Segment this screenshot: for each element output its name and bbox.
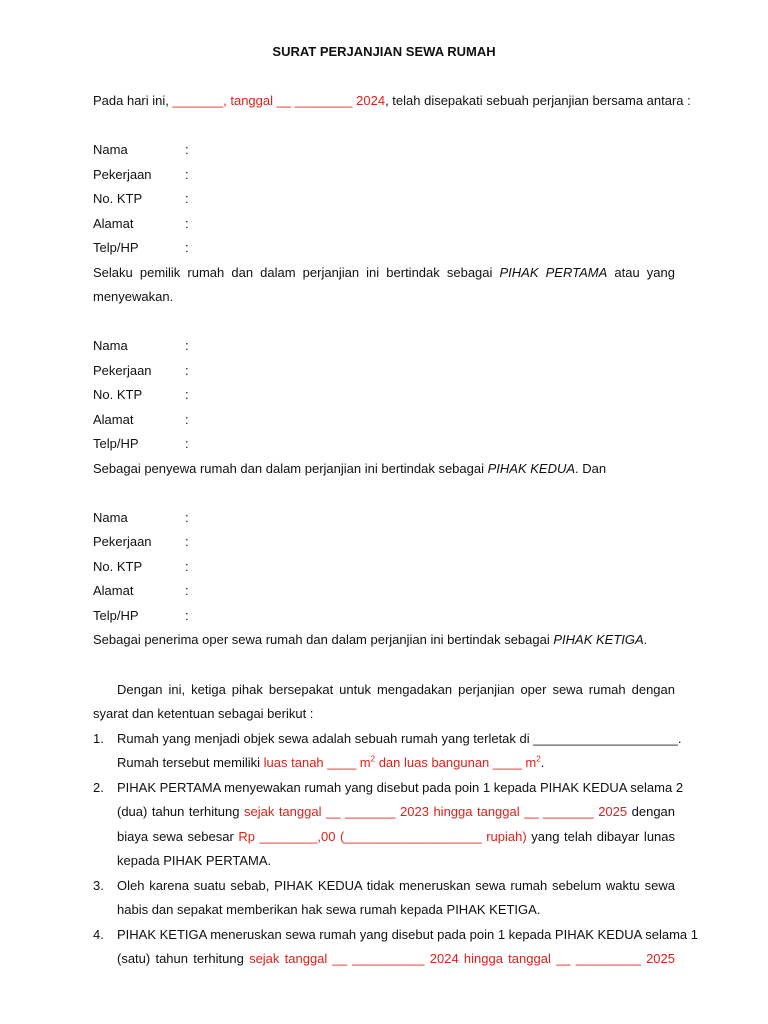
item1-line1: Rumah yang menjadi objek sewa adalah sebuah rumah yang terletak di ____________________.: [117, 731, 682, 746]
party1-alamat-label: Alamat: [93, 216, 134, 231]
party3-desc: Sebagai penerima oper sewa rumah dan dalam perjanjian ini bertindak sebagai PIHAK KETIGA.: [93, 632, 648, 647]
party2-ktp-label: No. KTP: [93, 387, 143, 402]
item2-line1: PIHAK PERTAMA menyewakan rumah yang disebut pada poin 1 kepada PIHAK KEDUA selama 2: [117, 780, 684, 795]
party3-telp-colon: :: [185, 608, 189, 623]
party3-telp-label: Telp/HP: [93, 608, 139, 623]
party2-alamat-label: Alamat: [93, 412, 134, 427]
document-title: SURAT PERJANJIAN SEWA RUMAH: [272, 44, 496, 59]
land-area: luas tanah ____ $m^2$ dan luas bangunan ____ $m^2$: [263, 754, 541, 770]
party2-telp-label: Telp/HP: [93, 436, 139, 451]
lease-price: Rp ________,00 (___________________ rupiah): [238, 829, 527, 844]
party2-nama-colon: :: [185, 338, 189, 353]
party2-telp-colon: :: [185, 436, 189, 451]
agreement-intro-line1: Dengan ini, ketiga pihak bersepakat untuk mengadakan perjanjian oper sewa rumah dengan: [117, 682, 675, 697]
party2-alamat-colon: :: [185, 412, 189, 427]
party2-desc: Sebagai penyewa rumah dan dalam perjanjian ini bertindak sebagai PIHAK KEDUA. Dan: [93, 461, 607, 476]
party1-telp-colon: :: [185, 240, 189, 255]
party2-role: PIHAK KEDUA: [487, 461, 576, 476]
item3-line2: habis dan sepakat memberikan hak sewa rumah kepada PIHAK KETIGA.: [117, 902, 541, 917]
party2-pekerjaan-label: Pekerjaan: [93, 363, 152, 378]
intro-date: , tanggal __ ________ 2024: [223, 93, 386, 108]
item3-line1: Oleh karena suatu sebab, PIHAK KEDUA tidak meneruskan sewa rumah sebelum waktu sewa: [117, 878, 675, 893]
item2-line4: kepada PIHAK PERTAMA.: [117, 853, 272, 868]
party1-pekerjaan-colon: :: [185, 167, 189, 182]
party1-nama-label: Nama: [93, 142, 128, 157]
item-number: 2.: [93, 780, 104, 795]
party1-pekerjaan-label: Pekerjaan: [93, 167, 152, 182]
item-number: 3.: [93, 878, 104, 893]
party3-nama-label: Nama: [93, 510, 128, 525]
item2-line3: biaya sewa sebesar Rp ________,00 (___________________ rupiah) yang telah dibayar lunas: [117, 829, 676, 844]
party1-desc-line2: menyewakan.: [93, 289, 174, 304]
party1-ktp-colon: :: [185, 191, 189, 206]
party2-pekerjaan-colon: :: [185, 363, 189, 378]
party3-alamat-label: Alamat: [93, 583, 134, 598]
party1-alamat-colon: :: [185, 216, 189, 231]
party2-ktp-colon: :: [185, 387, 189, 402]
party1-role: PIHAK PERTAMA: [499, 265, 608, 280]
item4-line2: (satu) tahun terhitung sejak tanggal __ __________ 2024 hingga tanggal __ _________ 2025: [117, 951, 675, 966]
party3-role: PIHAK KETIGA: [553, 632, 644, 647]
party2-nama-label: Nama: [93, 338, 128, 353]
party3-nama-colon: :: [185, 510, 189, 525]
lease-period-2: sejak tanggal __ __________ 2024 hingga tanggal __ _________ 2025: [249, 951, 675, 966]
party3-pekerjaan-colon: :: [185, 534, 189, 549]
intro-line: Pada hari ini, _______, tanggal __ ________ 2024, telah disepakati sebuah perjanjian bersama antara :: [93, 93, 691, 108]
intro-day-blank: _______: [172, 93, 224, 108]
party3-ktp-colon: :: [185, 559, 189, 574]
party3-alamat-colon: :: [185, 583, 189, 598]
party3-ktp-label: No. KTP: [93, 559, 143, 574]
party3-pekerjaan-label: Pekerjaan: [93, 534, 152, 549]
item2-line2: (dua) tahun terhitung sejak tanggal __ _______ 2023 hingga tanggal __ _______ 2025 dengan: [117, 804, 676, 819]
lease-period-1: sejak tanggal __ _______ 2023 hingga tanggal __ _______ 2025: [243, 804, 628, 819]
party1-telp-label: Telp/HP: [93, 240, 139, 255]
agreement-intro-line2: syarat dan ketentuan sebagai berikut :: [93, 706, 314, 721]
party1-ktp-label: No. KTP: [93, 191, 143, 206]
item-number: 4.: [93, 927, 104, 942]
item1-line2: Rumah tersebut memiliki luas tanah ____ $m^2$ dan luas bangunan ____ $m^2$.: [117, 754, 545, 770]
item4-line1: PIHAK KETIGA meneruskan sewa rumah yang disebut pada poin 1 kepada PIHAK KEDUA selama 1: [117, 927, 698, 942]
party1-nama-colon: :: [185, 142, 189, 157]
party1-desc-line1: Selaku pemilik rumah dan dalam perjanjian ini bertindak sebagai PIHAK PERTAMA atau yang: [93, 265, 675, 280]
item-number: 1.: [93, 731, 104, 746]
